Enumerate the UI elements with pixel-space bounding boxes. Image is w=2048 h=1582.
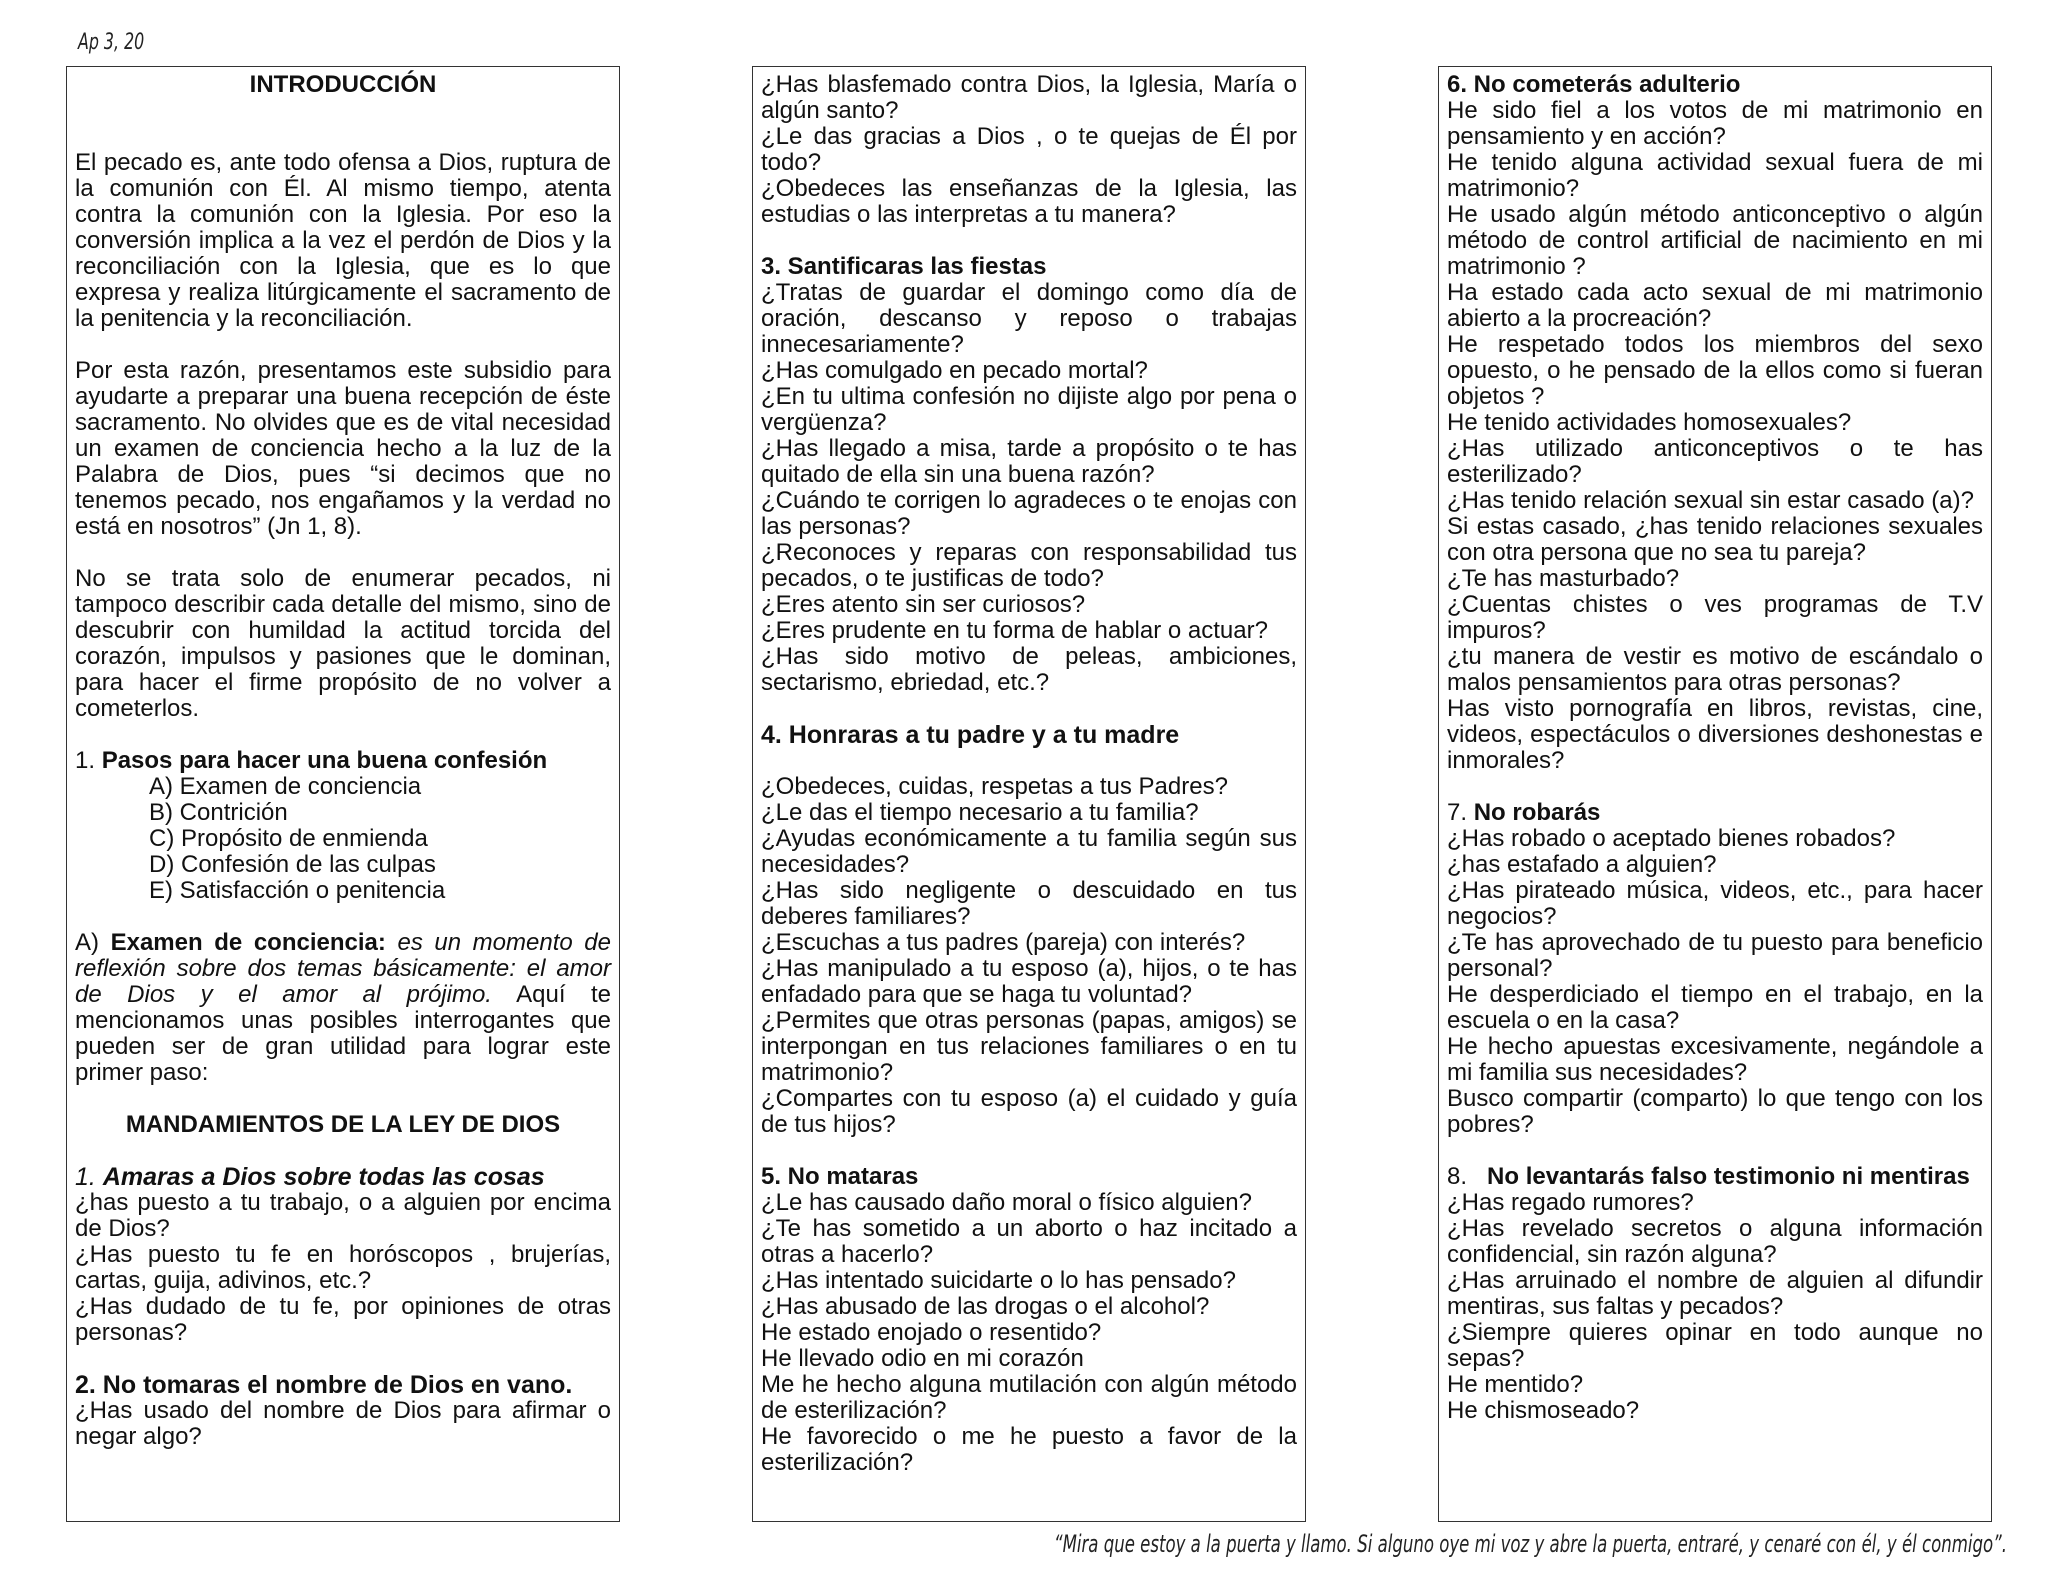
intro-paragraph-2: Por esta razón, presentamos este subsidio para ayudarte a preparar una buena recepción de éste sacramento. No olvides que es de vital necesidad un examen de conciencia hecho a la luz de la Palabra de Dios, pues “si decimos que no tenemos pecado, nos engañamos y la verdad no está en nosotros” (Jn 1, 8). xyxy=(75,357,611,540)
question-item: ¿Has dudado de tu fe, por opiniones de otras personas? xyxy=(75,1293,611,1346)
footer-quote: “Mira que estoy a la puerta y llamo. Si alguno oye mi voz y abre la puerta, entraré, y cenaré con él, y él conmigo”. xyxy=(1054,1530,2007,1558)
question-item: ¿Permites que otras personas (papas, amigos) se interpongan en tus relaciones familiares o en tu matrimonio? xyxy=(761,1007,1297,1086)
question-item: ¿Te has sometido a un aborto o haz incitado a otras a hacerlo? xyxy=(761,1215,1297,1268)
question-item: ¿has estafado a alguien? xyxy=(1447,851,1717,878)
question-item: ¿tu manera de vestir es motivo de escándalo o malos pensamientos para otras personas? xyxy=(1447,643,1983,696)
question-item: He sido fiel a los votos de mi matrimonio en pensamiento y en acción? xyxy=(1447,97,1983,150)
intro-paragraph-3: No se trata solo de enumerar pecados, ni tampoco describir cada detalle del mismo, sino de descubrir con humildad la actitud torcida del corazón, impulsos y pasiones que le dominan, para hacer el firme propósito de no volver a cometerlos. xyxy=(75,565,611,722)
question-item: ¿Eres atento sin ser curiosos? xyxy=(761,591,1086,618)
question-item: ¿Has revelado secretos o alguna información confidencial, sin razón alguna? xyxy=(1447,1215,1983,1268)
question-item: ¿Siempre quieres opinar en todo aunque no sepas? xyxy=(1447,1319,1983,1372)
question-item: Busco compartir (comparto) lo que tengo con los pobres? xyxy=(1447,1085,1983,1138)
commandment-7-heading: 7. No robarás xyxy=(1447,799,1601,826)
question-item: Ha estado cada acto sexual de mi matrimonio abierto a la procreación? xyxy=(1447,279,1983,332)
question-item: ¿En tu ultima confesión no dijiste algo por pena o vergüenza? xyxy=(761,383,1297,436)
question-item: ¿Obedeces, cuidas, respetas a tus Padres? xyxy=(761,773,1228,800)
step-item: E) Satisfacción o penitencia xyxy=(149,877,446,904)
question-item: ¿Has blasfemado contra Dios, la Iglesia, María o algún santo? xyxy=(761,71,1297,124)
question-item: He llevado odio en mi corazón xyxy=(761,1345,1084,1372)
question-item: ¿Has arruinado el nombre de alguien al difundir mentiras, sus faltas y pecados? xyxy=(1447,1267,1983,1320)
commandments-title: MANDAMIENTOS DE LA LEY DE DIOS xyxy=(125,1111,561,1138)
question-item: ¿Has robado o aceptado bienes robados? xyxy=(1447,825,1896,852)
question-item: Si estas casado, ¿has tenido relaciones sexuales con otra persona que no sea tu pareja? xyxy=(1447,513,1983,566)
step-item: A) Examen de conciencia xyxy=(149,773,422,800)
exam-paragraph: A) Examen de conciencia: es un momento de reflexión sobre dos temas básicamente: el amor de Dios y el amor al prójimo. Aquí te mencionamos unas posibles interrogantes que pueden ser de gran utilidad para lograr este primer paso: xyxy=(75,929,611,1086)
question-item: ¿Te has aprovechado de tu puesto para beneficio personal? xyxy=(1447,929,1983,982)
question-item: ¿Le has causado daño moral o físico alguien? xyxy=(761,1189,1252,1216)
question-item: He respetado todos los miembros del sexo opuesto, o he pensado de la ellos como si fueran objetos ? xyxy=(1447,331,1983,410)
question-item: ¿Has regado rumores? xyxy=(1447,1189,1694,1216)
question-item: ¿Has puesto tu fe en horóscopos , brujerías, cartas, guija, adivinos, etc.? xyxy=(75,1241,611,1294)
scripture-reference: Ap 3, 20 xyxy=(78,30,145,55)
question-item: Has visto pornografía en libros, revistas, cine, videos, espectáculos o diversiones deshonestas e inmorales? xyxy=(1447,695,1983,774)
steps-heading: 1. Pasos para hacer una buena confesión xyxy=(75,747,548,774)
question-item: ¿Le das el tiempo necesario a tu familia? xyxy=(761,799,1199,826)
question-item: ¿Te has masturbado? xyxy=(1447,565,1680,592)
question-item: Me he hecho alguna mutilación con algún método de esterilización? xyxy=(761,1371,1297,1424)
question-item: ¿Ayudas económicamente a tu familia según sus necesidades? xyxy=(761,825,1297,878)
question-item: ¿Has usado del nombre de Dios para afirmar o negar algo? xyxy=(75,1397,611,1450)
question-item: ¿Compartes con tu esposo (a) el cuidado y guía de tus hijos? xyxy=(761,1085,1297,1138)
question-item: He tenido alguna actividad sexual fuera de mi matrimonio? xyxy=(1447,149,1983,202)
question-item: ¿Cuándo te corrigen lo agradeces o te enojas con las personas? xyxy=(761,487,1297,540)
question-item: ¿Tratas de guardar el domingo como día de oración, descanso y reposo o trabajas innecesariamente? xyxy=(761,279,1297,358)
question-item: He tenido actividades homosexuales? xyxy=(1447,409,1852,436)
step-item: B) Contrición xyxy=(149,799,288,826)
question-item: ¿Has sido negligente o descuidado en tus deberes familiares? xyxy=(761,877,1297,930)
question-item: He chismoseado? xyxy=(1447,1397,1640,1424)
question-item: ¿Escuchas a tus padres (pareja) con interés? xyxy=(761,929,1246,956)
question-item: He usado algún método anticonceptivo o algún método de control artificial de nacimiento en mi matrimonio ? xyxy=(1447,201,1983,280)
commandment-6-heading: 6. No cometerás adulterio xyxy=(1447,71,1741,98)
question-item: He estado enojado o resentido? xyxy=(761,1319,1102,1346)
commandment-8-heading: 8. No levantarás falso testimonio ni mentiras xyxy=(1447,1163,1970,1190)
question-item: He hecho apuestas excesivamente, negándole a mi familia sus necesidades? xyxy=(1447,1033,1983,1086)
question-item: ¿Has utilizado anticonceptivos o te has esterilizado? xyxy=(1447,435,1983,488)
column-left xyxy=(75,72,611,1450)
intro-title: INTRODUCCIÓN xyxy=(249,71,437,98)
question-item: ¿Le das gracias a Dios , o te quejas de Él por todo? xyxy=(761,123,1297,176)
question-item: ¿Has tenido relación sexual sin estar casado (a)? xyxy=(1447,487,1974,514)
question-item: He mentido? xyxy=(1447,1371,1584,1398)
commandment-3-heading: 3. Santificaras las fiestas xyxy=(761,253,1047,280)
step-item: C) Propósito de enmienda xyxy=(149,825,428,852)
question-item: ¿Has pirateado música, videos, etc., para hacer negocios? xyxy=(1447,877,1983,930)
column-right xyxy=(1447,72,1983,1424)
commandment-4-heading: 4. Honraras a tu padre y a tu madre xyxy=(761,721,1180,749)
question-item: ¿Has abusado de las drogas o el alcohol? xyxy=(761,1293,1210,1320)
question-item: ¿Reconoces y reparas con responsabilidad tus pecados, o te justificas de todo? xyxy=(761,539,1297,592)
question-item: ¿Obedeces las enseñanzas de la Iglesia, las estudias o las interpretas a tu manera? xyxy=(761,175,1297,228)
question-item: ¿Eres prudente en tu forma de hablar o actuar? xyxy=(761,617,1268,644)
commandment-1-heading: 1. Amaras a Dios sobre todas las cosas xyxy=(75,1163,545,1191)
steps-list xyxy=(75,774,611,904)
question-item: ¿Cuentas chistes o ves programas de T.V impuros? xyxy=(1447,591,1983,644)
column-middle xyxy=(761,72,1297,1476)
question-item: He desperdiciado el tiempo en el trabajo, en la escuela o en la casa? xyxy=(1447,981,1983,1034)
question-item: ¿has puesto a tu trabajo, o a alguien por encima de Dios? xyxy=(75,1189,611,1242)
question-item: ¿Has llegado a misa, tarde a propósito o te has quitado de ella sin una buena razón? xyxy=(761,435,1297,488)
question-item: ¿Has comulgado en pecado mortal? xyxy=(761,357,1148,384)
commandment-2-heading: 2. No tomaras el nombre de Dios en vano. xyxy=(75,1371,573,1399)
commandment-5-heading: 5. No mataras xyxy=(761,1163,919,1190)
step-item: D) Confesión de las culpas xyxy=(149,851,436,878)
question-item: ¿Has sido motivo de peleas, ambiciones, sectarismo, ebriedad, etc.? xyxy=(761,643,1297,696)
question-item: ¿Has manipulado a tu esposo (a), hijos, o te has enfadado para que se haga tu voluntad? xyxy=(761,955,1297,1008)
question-item: He favorecido o me he puesto a favor de la esterilización? xyxy=(761,1423,1297,1476)
intro-paragraph-1: El pecado es, ante todo ofensa a Dios, ruptura de la comunión con Él. Al mismo tiempo, atenta contra la comunión con la Iglesia. Por eso la conversión implica a la vez el perdón de Dios y la reconciliación con la Iglesia, que es lo que expresa y realiza litúrgicamente el sacramento de la penitencia y la reconciliación. xyxy=(75,149,611,332)
question-item: ¿Has intentado suicidarte o lo has pensado? xyxy=(761,1267,1236,1294)
